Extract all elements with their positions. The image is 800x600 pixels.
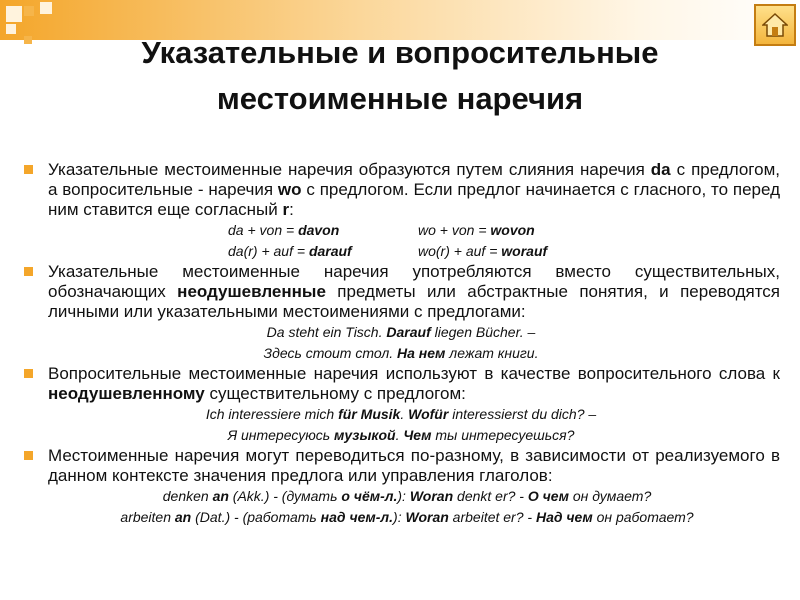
bullet-paragraph-2 — [22, 262, 780, 322]
bullet-marker — [24, 165, 33, 174]
bullet-marker — [24, 451, 33, 460]
decor-square — [6, 6, 22, 22]
bullet-paragraph-3 — [22, 364, 780, 404]
example-line: Da steht ein Tisch. Darauf liegen Bücher. – — [266, 324, 536, 340]
slide-content — [22, 160, 780, 528]
example-line: da(r) + auf = darauf wo(r) + auf = worauf — [228, 243, 548, 259]
example-line: Здесь стоит стол. На нем лежат книги. — [263, 345, 539, 361]
example-line: denken an (Akk.) - (думать о чём-л.): Woran denkt er? - О чем он думает? — [162, 488, 652, 504]
paragraph-text: Вопросительные местоименные наречия используют в качестве вопросительного слова к неодушевленному существительному с предлогом: — [48, 364, 780, 403]
example-line: Я интересуюсь музыкой. Чем ты интересуешься? — [227, 427, 575, 443]
example-line: Ich interessiere mich für Musik. Wofür interessierst du dich? – — [205, 406, 597, 422]
slide-title — [0, 30, 800, 122]
decor-square — [40, 2, 52, 14]
bullet-marker — [24, 267, 33, 276]
bullet-marker — [24, 369, 33, 378]
paragraph-text: Указательные местоименные наречия употребляются вместо существительных, обозначающих неодушевленные предметы или абстрактные понятия, и переводятся личными или указательными местоимениями с предлогами: — [48, 262, 780, 321]
example-line: arbeiten an (Dat.) - (работать над чем-л.): Woran arbeitet er? - Над чем он работает? — [120, 509, 694, 525]
paragraph-text: Местоименные наречия могут переводиться по-разному, в зависимости от реализуемого в данном контексте значения предлога или управления глаголов: — [48, 446, 780, 485]
bullet-paragraph-4 — [22, 446, 780, 486]
paragraph-text: Указательные местоименные наречия образуются путем слияния наречия da с предлогом, а вопросительные - наречия wo с предлогом. Если предлог начинается с гласного, то перед ним ставится еще согласный r: — [48, 160, 780, 219]
example-line: da + von = davon wo + von = wovon — [228, 222, 535, 238]
bullet-paragraph-1 — [22, 160, 780, 220]
title-line-2: местоименные наречия — [216, 81, 584, 116]
decor-square — [24, 6, 34, 16]
title-line-1: Указательные и вопросительные — [141, 35, 659, 70]
